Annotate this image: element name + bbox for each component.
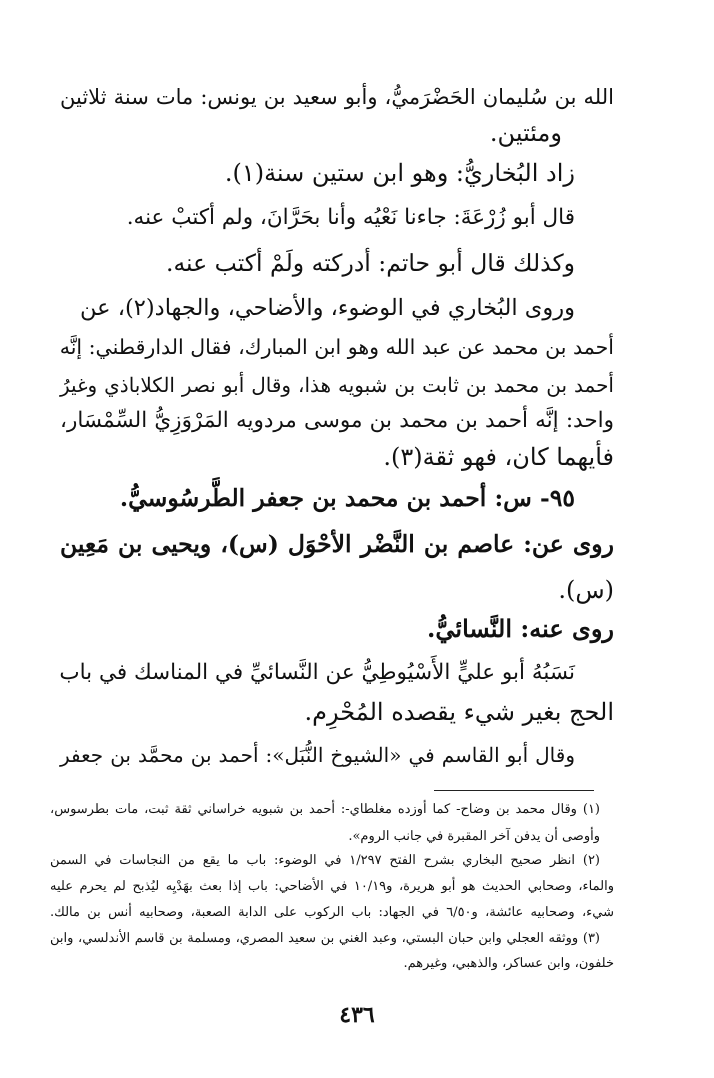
body-line-5: وكذلك قال أبو حاتم: أدركته ولَمْ أكتب عنه.: [165, 249, 575, 277]
body-line-15: نَسَبُهُ أبو عليٍّ الأَسْيُوطِيُّ عن النَّسائيِّ في المناسك في باب: [59, 660, 575, 685]
body-line-3: زاد البُخاريُّ: وهو ابن ستين سنة(١).: [224, 159, 575, 187]
footnote-separator: [434, 790, 594, 791]
body-line-8: أحمد بن محمد بن ثابت بن شبويه هذا، وقال أبو نصر الكلاباذي وغيرُ: [60, 373, 614, 397]
body-line-6: وروى البُخاري في الوضوء، والأضاحي، والجهاد(٢)، عن: [80, 295, 575, 321]
body-line-7: أحمد بن محمد عن عبد الله وهو ابن المبارك، فقال الدارقطني: إنَّه: [59, 335, 614, 359]
body-line-16: الحج بغير شيء يقصده المُحْرِم.: [304, 698, 614, 726]
body-line-12: روى عن: عاصم بن النَّضْر الأحْوَل (س)، ويحيى بن مَعِين: [60, 530, 614, 558]
footnote-line-6: (٣) ووثقه العجلي وابن حبان البستي، وعبد الغني بن سعيد المصري، ومسلمة بن قاسم الأندلسي، وابن: [50, 931, 600, 946]
body-line-14: روى عنه: النَّسائيُّ.: [427, 614, 614, 643]
entry-heading: ٩٥- س: أحمد بن محمد بن جعفر الطَّرسُوسيُّ.: [119, 484, 575, 512]
footnote-line-4: والماء، وصحابي الحديث هو أبو هريرة، و١٠/١٩ في الأضاحي: باب إذا بعث بهَدْيِه ليُذبح لم يحرم عليه: [50, 879, 614, 894]
body-line-1: الله بن سُليمان الحَضْرَميُّ، وأبو سعيد بن يونس: مات سنة ثلاثين: [60, 85, 614, 109]
body-line-2: ومئتين.: [489, 119, 562, 147]
body-line-10: فأيهما كان، فهو ثقة(٣).: [383, 443, 614, 471]
footnote-line-7: خلفون، وابن عساكر، والذهبي، وغيرهم.: [403, 956, 614, 971]
body-line-4: قال أبو زُرْعَةَ: جاءنا نَعْيُه وأنا بحَرَّانَ، ولم أكتبْ عنه.: [126, 205, 575, 230]
footnote-line-5: شيء، وصحابيه عائشة، و٦/٥٠ في الجهاد: باب الركوب على الدابة الصعبة، وصحابيه أنس بن مالك.: [50, 905, 614, 920]
footnote-line-3: (٢) انظر صحيح البخاري بشرح الفتح ١/٢٩٧ في الوضوء: باب ما يقع من النجاسات في السمن: [50, 853, 600, 868]
body-line-9: واحد: إنَّه أحمد بن محمد بن موسى مردويه المَرْوَزِيُّ السِّمْسَار،: [60, 408, 614, 433]
body-line-17: وقال أبو القاسم في «الشيوخ النُّبَل»: أحمد بن محمَّد بن جعفر: [60, 743, 575, 767]
footnote-line-2: وأوصى أن يدفن آخر المقبرة في جانب الروم».: [348, 829, 600, 844]
body-line-13: (س).: [558, 576, 614, 604]
page-number: ٤٣٦: [339, 1002, 375, 1028]
footnote-line-1: (١) وقال محمد بن وضاح- كما أوزده مغلطاي-: أحمد بن شبويه خراساني ثقة ثبت، مات بطرسوس،: [50, 802, 600, 817]
